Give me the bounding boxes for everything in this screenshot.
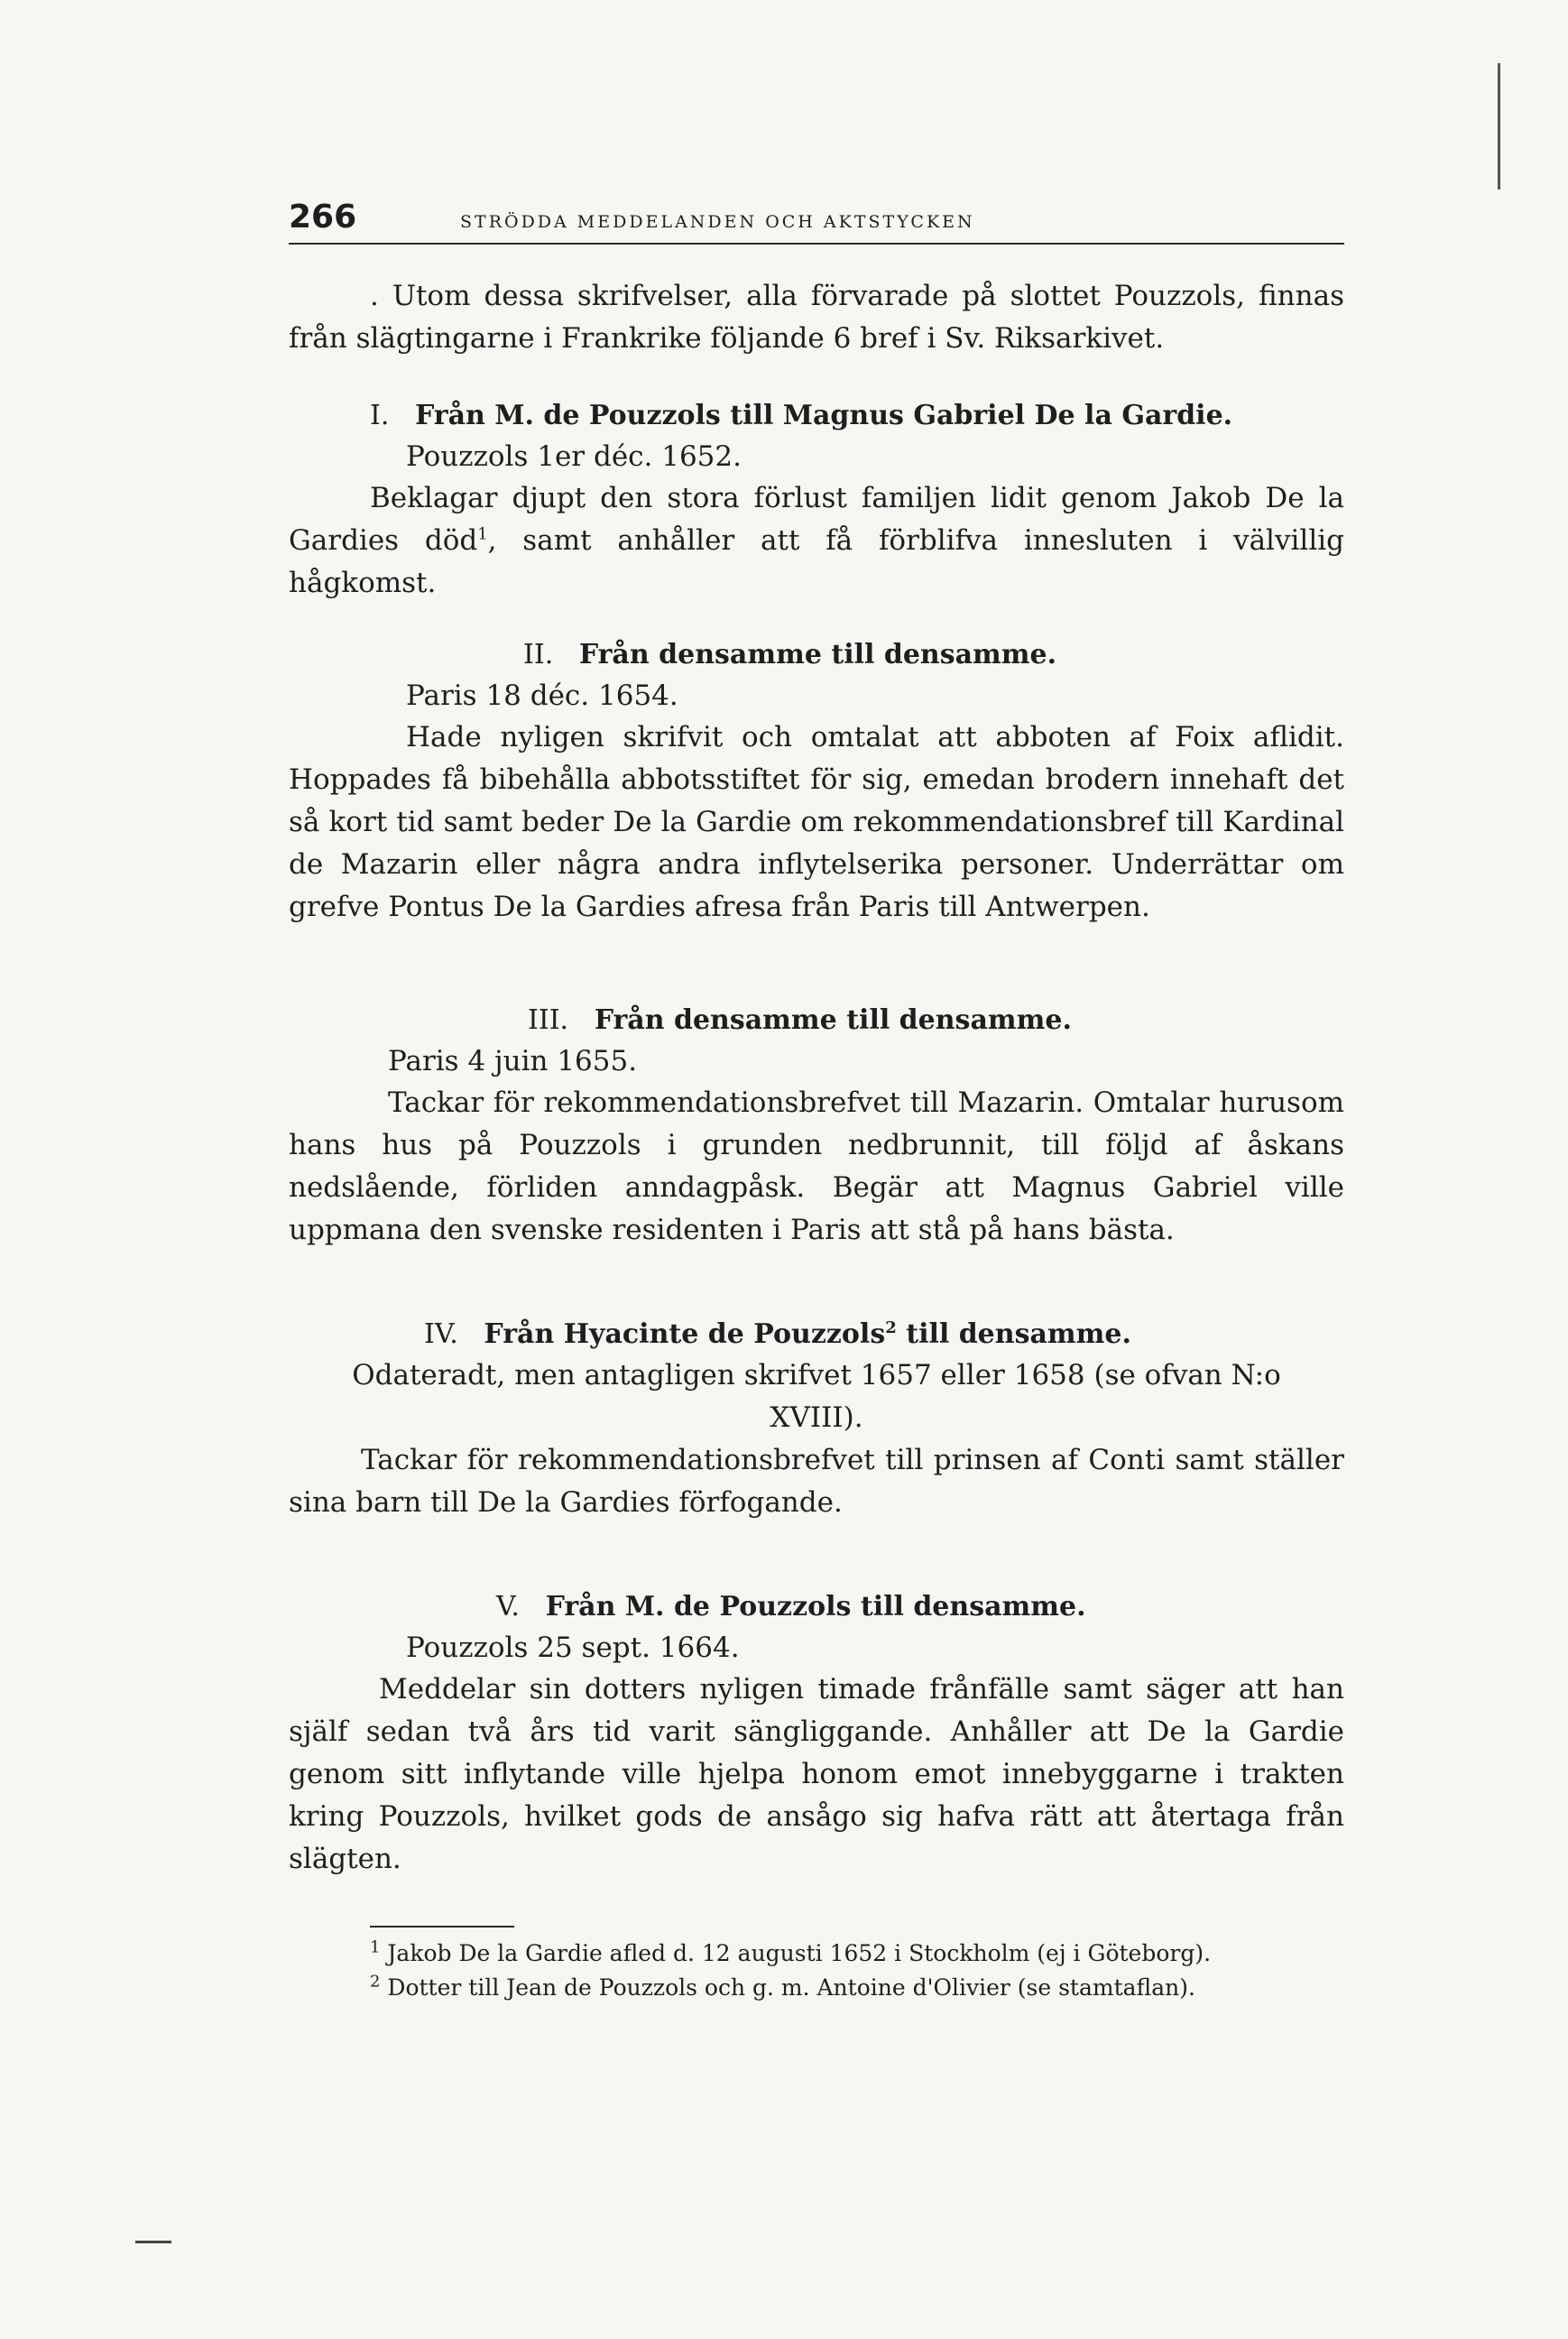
section-title: Från densamme till densamme. [578, 639, 1057, 670]
page-number: 266 [289, 199, 357, 236]
title-text: Från Hyacinte de Pouzzols [484, 1318, 886, 1350]
section-dateline: Paris 4 juin 1655. [388, 1045, 638, 1077]
section-summary: Hade nyligen skrifvit och omtalat att abboten af Foix aflidit. Hoppades få bibehålla abbotsstiftet för sig, emedan brodern innehaft det så kort tid samt beder De la Gardie om rekommendationsbref till Kardinal de Mazarin eller några andra inflytelserika personer. Underrättar om grefve Pontus De la Gardies afresa från Paris till Antwerpen. [289, 721, 1344, 923]
page-header [289, 199, 1344, 245]
section-summary: Tackar för rekommendationsbrefvet till Mazarin. Omtalar hurusom hans hus på Pouzzols i grunden nedbrunnit, till följd af åskans nedslående, förliden anndagpåsk. Begär att Magnus Gabriel ville uppmana den svenske residenten i Paris att stå på hans bästa. [289, 1086, 1344, 1246]
letter-section-2 [289, 635, 1344, 929]
footnote-ref: 2 [885, 1318, 897, 1337]
section-title: Från densamme till densamme. [594, 1004, 1072, 1036]
footnote-ref: 1 [477, 524, 488, 544]
intro-paragraph: . Utom dessa skrifvelser, alla förvarade på slottet Pouzzols, finnas från slägtingarne i Frankrike följande 6 bref i Sv. Riksarkivet. [289, 280, 1344, 355]
footnote [289, 1971, 1344, 2005]
section-dateline: Paris 18 déc. 1654. [406, 680, 678, 712]
document-page [289, 199, 1344, 2005]
section-heading [289, 396, 1344, 436]
section-summary: Meddelar sin dotters nyligen timade frånfälle samt säger att han själf sedan två års tid varit sängliggande. Anhåller att De la Gardie genom sitt inflytande ville hjelpa honom emot innebyggarne i trakten kring Pouzzols, hvilket gods de ansågo sig hafva rätt att återtaga från slägten. [289, 1673, 1344, 1875]
section-heading [289, 635, 1344, 675]
footnote [289, 1937, 1344, 1971]
section-title: Från M. de Pouzzols till densamme. [545, 1591, 1086, 1623]
section-dateline: Pouzzols 1er déc. 1652. [406, 440, 742, 473]
letter-section-1 [289, 396, 1344, 605]
section-heading [289, 1315, 1344, 1354]
section-numeral: IV. [424, 1318, 458, 1350]
section-title [484, 1318, 1131, 1350]
section-dateline: Odateradt, men antagligen skrifvet 1657 eller 1658 (se ofvan N:o XVIII). [352, 1359, 1281, 1434]
section-summary [289, 477, 1344, 605]
title-text: till densamme. [896, 1318, 1131, 1350]
section-dateline: Pouzzols 25 sept. 1664. [406, 1632, 740, 1664]
footnote-text: Jakob De la Gardie afled d. 12 augusti 1652 i Stockholm (ej i Göteborg). [387, 1940, 1212, 1966]
summary-text: , samt anhåller att få förblifva innesluten i välvillig hågkomst. [289, 524, 1344, 599]
footnote-mark: 2 [370, 1972, 381, 1992]
running-head: STRÖDDA MEDDELANDEN OCH AKTSTYCKEN [460, 212, 975, 232]
footnote-rule [370, 1926, 514, 1928]
letter-section-3 [289, 1001, 1344, 1252]
section-numeral: II. [523, 639, 554, 670]
section-title: Från M. de Pouzzols till Magnus Gabriel De la Gardie. [415, 400, 1233, 431]
section-numeral: I. [370, 400, 390, 431]
margin-mark [1498, 63, 1500, 190]
footnote-mark: 1 [370, 1937, 381, 1957]
section-heading [289, 1001, 1344, 1040]
section-heading [289, 1587, 1344, 1627]
footnote-text: Dotter till Jean de Pouzzols och g. m. Antoine d'Olivier (se stamtaflan). [387, 1974, 1195, 2001]
section-numeral: V. [496, 1591, 520, 1623]
letter-section-4 [289, 1315, 1344, 1524]
letter-section-5 [289, 1587, 1344, 1881]
section-numeral: III. [528, 1004, 569, 1036]
summary-text: Beklagar djupt den stora förlust familjen lidit genom Jakob De la Gardies död [289, 482, 1344, 557]
margin-dash [135, 2241, 171, 2243]
footnotes [289, 1937, 1344, 2005]
section-summary: Tackar för rekommendationsbrefvet till prinsen af Conti samt ställer sina barn till De la Gardies förfogande. [289, 1444, 1344, 1519]
